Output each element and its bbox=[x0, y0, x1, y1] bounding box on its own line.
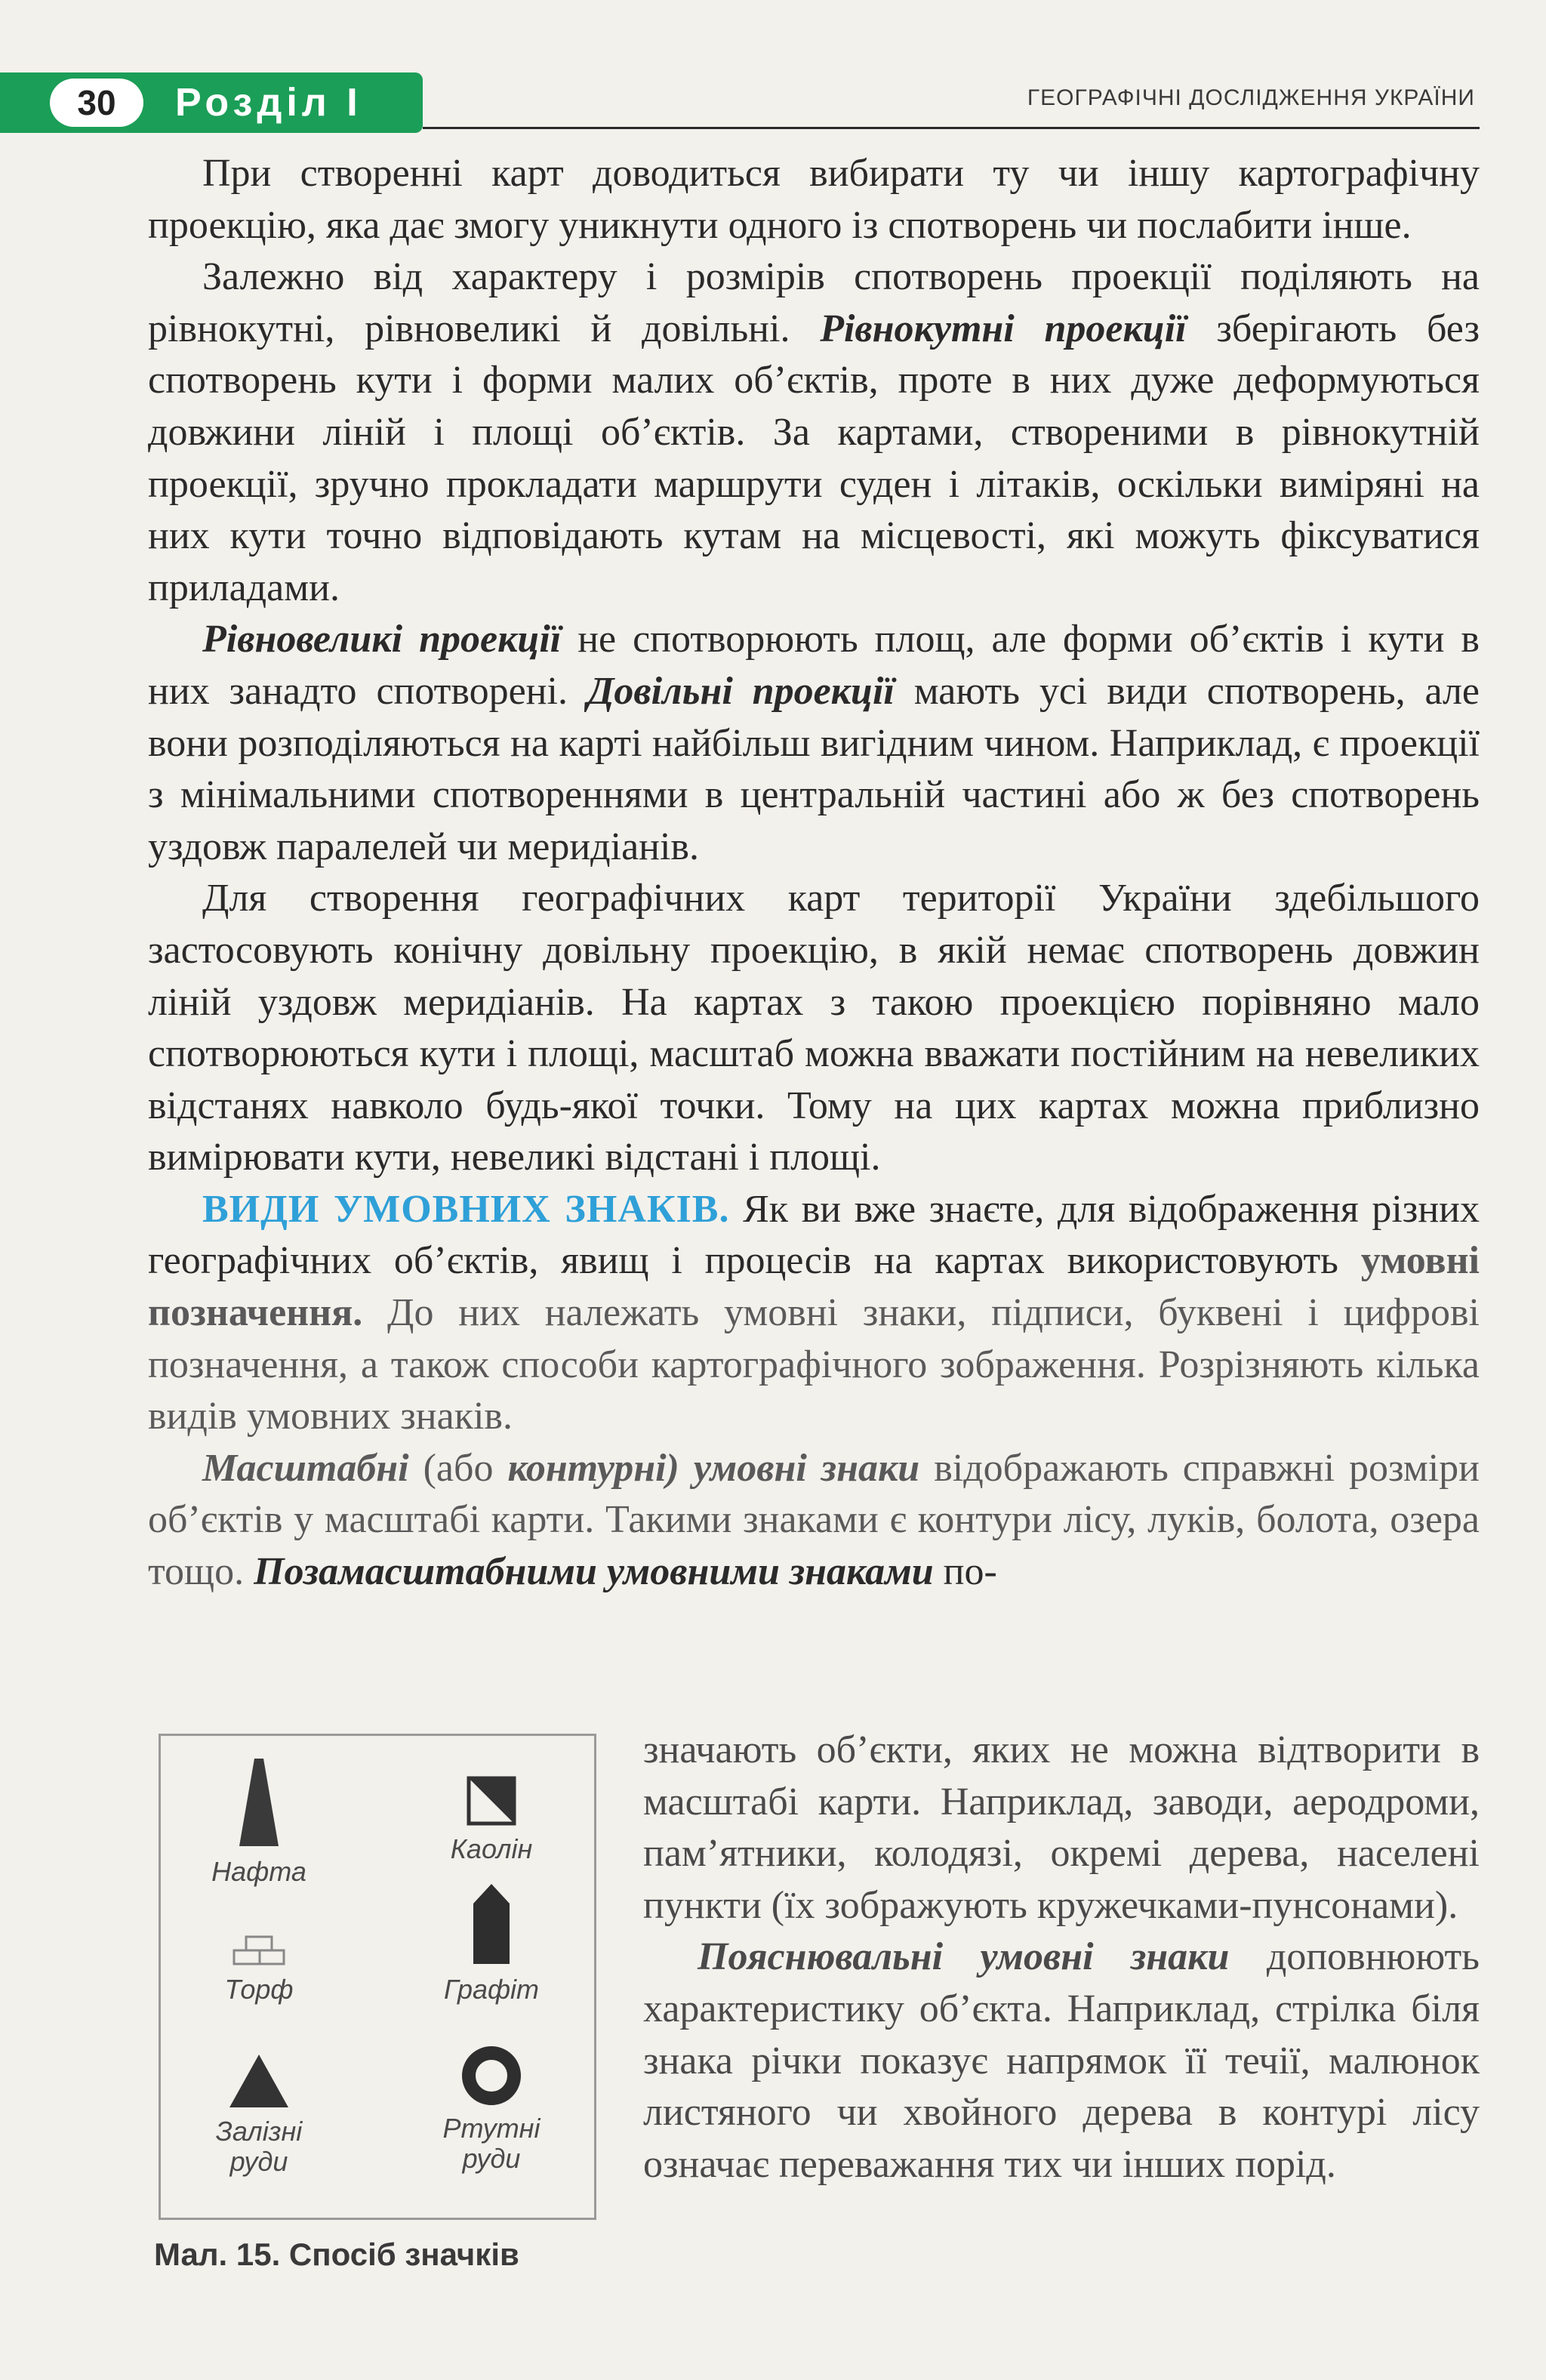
legend-label-mercury-ore-line1: Ртутні bbox=[442, 2113, 540, 2144]
term-scale-signs: Масштабні bbox=[202, 1446, 409, 1490]
legend-item-peat bbox=[168, 1934, 350, 2005]
term-conventional-signs: умовні позначення. bbox=[148, 1239, 1480, 1335]
paragraph-3 bbox=[148, 614, 1480, 873]
legend-label-graphite: Графіт bbox=[443, 1974, 540, 2005]
paragraph-4 bbox=[148, 873, 1480, 1184]
legend-item-oil bbox=[168, 1759, 350, 1887]
paragraph-3-text-a: не спотворюють площ, але форми об’єктів і кути в них занадто спотворені. bbox=[148, 618, 1480, 713]
legend-item-kaolin bbox=[401, 1775, 582, 1864]
legend-figure bbox=[159, 1734, 596, 2220]
paragraph-6-text-a: (або bbox=[408, 1446, 508, 1490]
iron-ore-icon bbox=[228, 2053, 290, 2109]
paragraph-6 bbox=[148, 1443, 1480, 1598]
graphite-icon bbox=[470, 1884, 513, 1967]
term-arbitrary-projections: Довільні проекції bbox=[587, 669, 895, 713]
paragraph-5 bbox=[148, 1184, 1480, 1443]
legend-label-oil: Нафта bbox=[211, 1856, 306, 1887]
legend-label-iron-ore-line2: руди bbox=[229, 2146, 288, 2177]
legend-label-peat: Торф bbox=[224, 1974, 294, 2005]
section-heading-sign-types: ВИДИ УМОВНИХ ЗНАКІВ. bbox=[202, 1187, 730, 1231]
paragraph-2-text-b: зберігають без спотворень кути і форми малих об’єктів, проте в них дуже деформуються довжини ліній і площі об’єктів. За картами, створеними в рівнокутній проекції, зручно прокладати маршрути суден і літаків, оскільки виміряні на них кути точно відповідають кутам на місцевості, які можуть фіксуватися приладами. bbox=[148, 307, 1480, 609]
term-explanatory-signs: Пояснювальні умовні знаки bbox=[698, 1935, 1230, 1979]
kaolin-icon bbox=[466, 1775, 517, 1827]
oil-icon bbox=[236, 1759, 282, 1849]
legend-label-kaolin: Каолін bbox=[450, 1833, 533, 1864]
paragraph-8-text: доповнюють характеристику об’єкта. Наприклад, стрілка біля знака річки показує напрямок її течії, малюнок листяного чи хвойного дерева в контурі лісу означає переважання тих чи інших порід. bbox=[643, 1935, 1480, 2186]
paragraph-3-text-b: мають усі види спотворень, але вони розподіляються на карті найбільш вигідним чином. Наприклад, є проекції з мінімальними спотвореннями в центральній частині або ж без спотворень уздовж паралелей чи меридіанів. bbox=[148, 669, 1480, 868]
running-title: ГЕОГРАФІЧНІ ДОСЛІДЖЕННЯ УКРАЇНИ bbox=[1027, 85, 1475, 110]
page-number: 30 bbox=[50, 79, 143, 127]
header-rule bbox=[423, 127, 1480, 129]
paragraph-4-text: Для створення географічних карт території України здебільшого застосовують конічну довільну проекцію, в якій немає спотворень довжин ліній уздовж меридіанів. На картах з такою проекцією порівняно мало спотворюються кути і площі, масштаб можна вважати постійним на невеликих відстанях навколо будь-якої точки. Тому на цих картах можна приблизно вимірювати кути, невеликі відстані і площі. bbox=[148, 877, 1480, 1179]
term-equal-area-projections: Рівновеликі проекції bbox=[202, 618, 562, 661]
paragraph-1-text: При створенні карт доводиться вибирати ту чи іншу картографічну проекцію, яка дає змогу уникнути одного із спотворень чи послабити інше. bbox=[148, 152, 1480, 247]
legend-item-iron-ore bbox=[168, 2053, 350, 2177]
paragraph-6-text-c: по- bbox=[933, 1550, 997, 1594]
wrapped-text bbox=[643, 1725, 1480, 2190]
paragraph-5-text-b: До них належать умовні знаки, підписи, буквені і цифрові позначення, а також способи картографічного зображення. Розрізняють кілька видів умовних знаків. bbox=[148, 1291, 1480, 1438]
paragraph-2 bbox=[148, 251, 1480, 614]
paragraph-7-text: значають об’єкти, яких не можна відтворити в масштабі карти. Наприклад, заводи, аеродроми, пам’ятники, колодязі, окремі дерева, населені пункти (їх зображують кружечками-пунсонами). bbox=[643, 1728, 1480, 1927]
term-conformal-projections: Рівнокутні проекції bbox=[820, 307, 1187, 350]
paragraph-1 bbox=[148, 148, 1480, 251]
peat-icon bbox=[233, 1934, 285, 1967]
legend-label-mercury-ore-line2: руди bbox=[462, 2143, 521, 2174]
mercury-ore-icon bbox=[461, 2046, 522, 2106]
paragraph-2-text-a: Залежно від характеру і розмірів спотворень проекції поділяють на рівнокутні, рівновеликі й довільні. bbox=[148, 255, 1480, 350]
legend-item-graphite bbox=[401, 1884, 582, 2005]
figure-caption: Мал. 15. Спосіб значків bbox=[154, 2237, 519, 2272]
legend-label-iron-ore-line1: Залізні bbox=[215, 2116, 303, 2147]
section-label: Розділ І bbox=[175, 81, 362, 125]
main-text bbox=[148, 148, 1480, 1598]
term-contour-signs: контурні) умовні знаки bbox=[507, 1446, 920, 1490]
paragraph-5-text-a: Як ви вже знаєте, для відображення різних географічних об’єктів, явищ і процесів на картах використовують bbox=[148, 1187, 1480, 1283]
paragraph-7 bbox=[643, 1725, 1480, 1931]
term-off-scale-signs: Позамасштабними умовними знаками bbox=[254, 1550, 934, 1594]
paragraph-6-text-b: відображають справжні розміри об’єктів у масштабі карти. Такими знаками є контури лісу, луків, болота, озера тощо. bbox=[148, 1446, 1480, 1594]
paragraph-8 bbox=[643, 1931, 1480, 2190]
legend-item-mercury-ore bbox=[401, 2046, 582, 2174]
